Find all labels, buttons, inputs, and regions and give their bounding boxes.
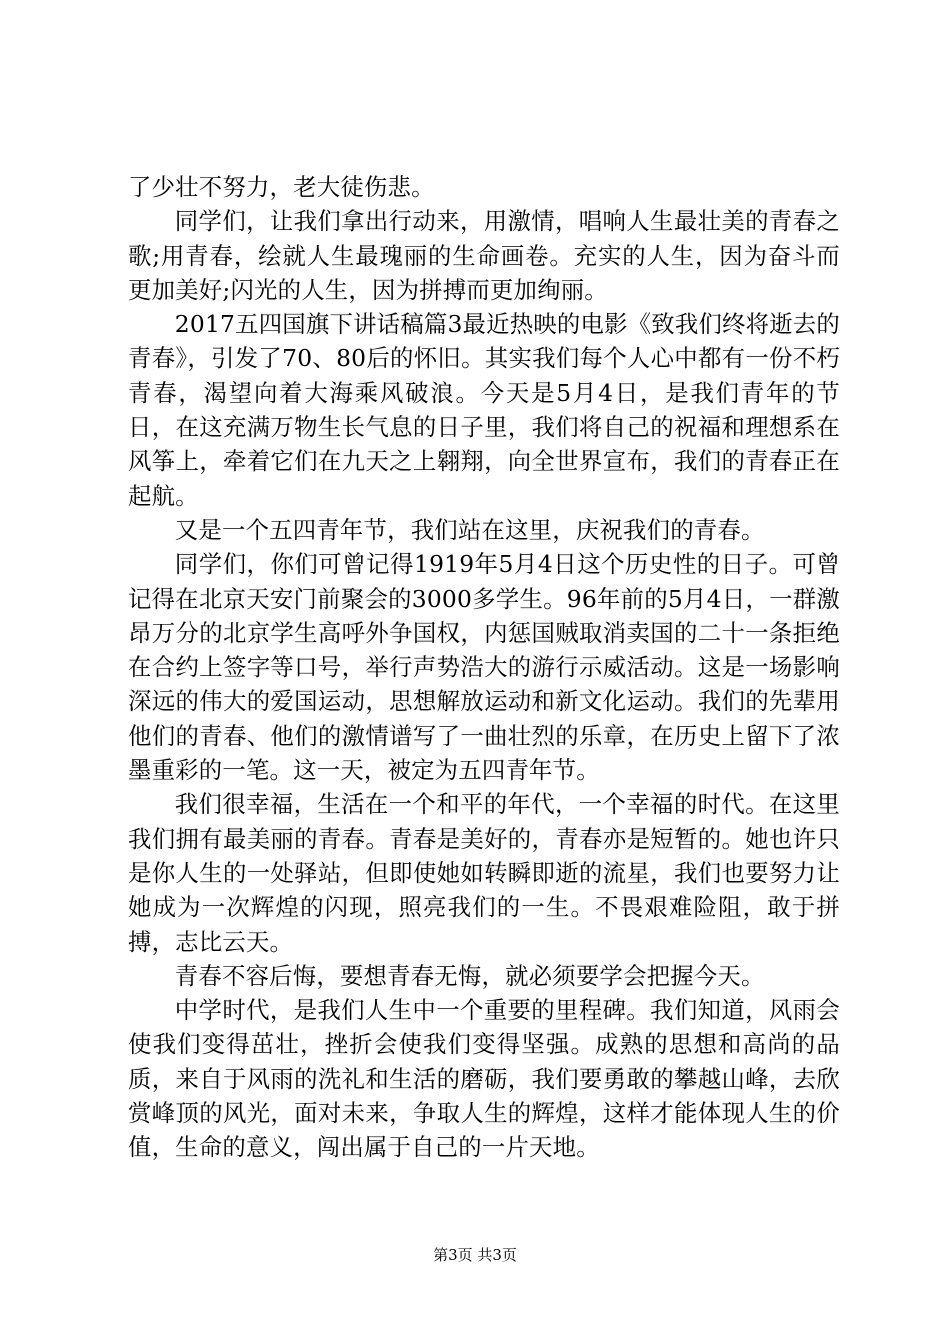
paragraph-2: 同学们，让我们拿出行动来，用激情，唱响人生最壮美的青春之歌;用青春，绘就人生最瑰丽的生命画卷。充实的人生，因为奋斗而更加美好;闪光的人生，因为拼搏而更加绚丽。: [128, 207, 840, 304]
paragraph-8: 中学时代，是我们人生中一个重要的里程碑。我们知道，风雨会使我们变得茁壮，挫折会使我们变得坚强。成熟的思想和高尚的品质，来自于风雨的洗礼和生活的磨砺，我们要勇敢的攀越山峰，去欣赏峰顶的风光，面对未来，争取人生的辉煌，这样才能体现人生的价值，生命的意义，闯出属于自己的一片天地。: [128, 996, 840, 1162]
paragraph-7: 青春不容后悔，要想青春无悔，就必须要学会把握今天。: [174, 961, 765, 990]
paragraph-3: 2017五四国旗下讲话稿篇3最近热映的电影《致我们终将逝去的青春》，引发了70、80后的怀旧。其实我们每个人心中都有一份不朽青春，渴望向着大海乘风破浪。今天是5月4日，是我们青年的节日，在这充满万物生长气息的日子里，我们将自己的祝福和理想系在风筝上，牵着它们在九天之上翱翔，向全世界宣布，我们的青春正在起航。: [128, 310, 840, 510]
paragraph-1: 了少壮不努力，老大徒伤悲。: [128, 173, 435, 201]
paragraph-4: 又是一个五四青年节，我们站在这里，庆祝我们的青春。: [174, 515, 765, 544]
page-footer: 第3页 共3页: [433, 1246, 517, 1264]
paragraph-6: 我们很幸福，生活在一个和平的年代，一个幸福的时代。在这里我们拥有最美丽的青春。青春是美好的，青春亦是短暂的。她也许只是你人生的一处驿站，但即使她如转瞬即逝的流星，我们也要努力让她成为一次辉煌的闪现，照亮我们的一生。不畏艰难险阻，敢于拼搏，志比云天。: [128, 790, 840, 956]
paragraph-5: 同学们，你们可曾记得1919年5月4日这个历史性的日子。可曾记得在北京天安门前聚会的3000多学生。96年前的5月4日，一群激昂万分的北京学生高呼外争国权，内惩国贼取消卖国的二十一条拒绝在合约上签字等口号，举行声势浩大的游行示威活动。这是一场影响深远的伟大的爱国运动，思想解放运动和新文化运动。我们的先辈用他们的青春、他们的激情谱写了一曲壮烈的乐章，在历史上留下了浓墨重彩的一笔。这一天，被定为五四青年节。: [128, 550, 840, 785]
document-body: [128, 170, 840, 1165]
